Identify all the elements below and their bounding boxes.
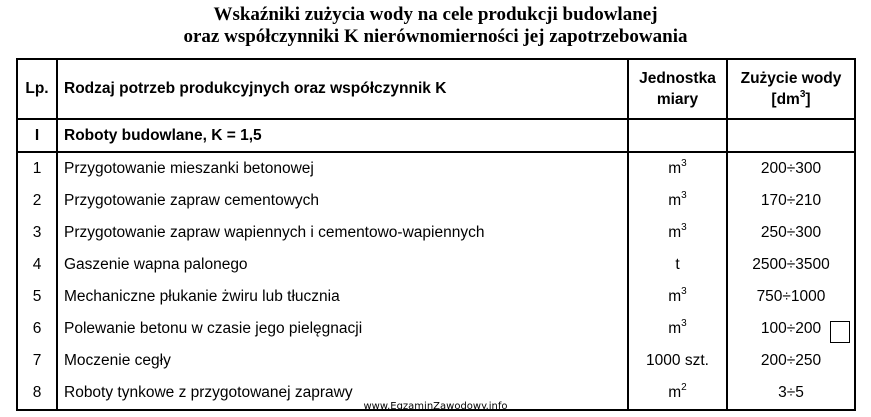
row-value: 200÷300: [727, 152, 855, 185]
section-row: [17, 119, 855, 152]
section-empty-unit: [628, 119, 727, 152]
water-usage-table: [16, 58, 856, 411]
row-unit: [628, 345, 727, 377]
row-unit-exponent: 3: [681, 222, 687, 233]
row-unit-base: m: [668, 320, 682, 337]
row-value: 750÷1000: [727, 281, 855, 313]
row-value: 170÷210: [727, 185, 855, 217]
row-name: Przygotowanie zapraw cementowych: [57, 185, 628, 217]
row-lp: 5: [17, 281, 57, 313]
row-unit: [628, 281, 727, 313]
table-row: [17, 217, 855, 249]
header-jednostka-line1: Jednostka: [639, 70, 716, 87]
title-line-2: oraz współczynniki K nierównomierności jej zapotrzebowania: [183, 26, 688, 47]
header-zuzycie-close: ]: [805, 91, 811, 108]
row-unit: [628, 185, 727, 217]
row-unit-base: m: [668, 288, 682, 305]
section-empty-value: [727, 119, 855, 152]
row-name: Moczenie cegły: [57, 345, 628, 377]
watermark: www.EgzaminZawodowy.info: [363, 401, 508, 412]
row-value: 200÷250: [727, 345, 855, 377]
row-unit: [628, 313, 727, 345]
section-label: Roboty budowlane, K = 1,5: [57, 119, 628, 152]
row-unit-base: m: [668, 160, 682, 177]
row-unit-base: m: [668, 384, 682, 401]
table-row: [17, 281, 855, 313]
row-lp: 2: [17, 185, 57, 217]
header-rodzaj: Rodzaj potrzeb produkcyjnych oraz współczynnik K: [57, 59, 628, 119]
row-unit-exponent: 3: [681, 286, 687, 297]
header-zuzycie-line1: Zużycie wody: [740, 70, 842, 87]
row-unit-base: m: [668, 224, 682, 241]
row-name: Polewanie betonu w czasie jego pielęgnacji: [57, 313, 628, 345]
row-lp: 1: [17, 152, 57, 185]
row-name: Przygotowanie zapraw wapiennych i cementowo-wapiennych: [57, 217, 628, 249]
row-value: 2500÷3500: [727, 249, 855, 281]
table-header-row: [17, 59, 855, 119]
header-zuzycie-exponent: 3: [799, 89, 806, 100]
row-name: Gaszenie wapna palonego: [57, 249, 628, 281]
table-row: [17, 152, 855, 185]
header-zuzycie-line2: [728, 89, 854, 110]
row-value: 3÷5: [727, 377, 855, 410]
table-row: [17, 185, 855, 217]
header-jednostka: [628, 59, 727, 119]
row-name: Roboty tynkowe z przygotowanej zaprawy: [57, 377, 628, 410]
row-name: Przygotowanie mieszanki betonowej: [57, 152, 628, 185]
row-lp: 4: [17, 249, 57, 281]
table-row: [17, 345, 855, 377]
row-lp: 7: [17, 345, 57, 377]
row-value: 250÷300: [727, 217, 855, 249]
row-unit: [628, 152, 727, 185]
header-zuzycie-unit: [dm: [771, 91, 800, 108]
document-title: [0, 4, 871, 48]
ezinfo-stamp-icon: [830, 321, 850, 343]
row-lp: 3: [17, 217, 57, 249]
header-jednostka-line2: miary: [656, 91, 699, 108]
row-unit-exponent: 2: [681, 382, 687, 393]
row-lp: 8: [17, 377, 57, 410]
row-unit-exponent: 3: [681, 158, 687, 169]
header-lp: Lp.: [17, 59, 57, 119]
row-value: 100÷200: [727, 313, 855, 345]
row-unit-base: m: [668, 192, 682, 209]
row-unit-base: 1000 szt.: [646, 352, 709, 369]
row-unit-exponent: 3: [681, 318, 687, 329]
table-row: [17, 249, 855, 281]
title-line-1: Wskaźniki zużycia wody na cele produkcji budowlanej: [213, 4, 658, 25]
header-zuzycie: [727, 59, 855, 119]
table-row: [17, 313, 855, 345]
row-unit: [628, 217, 727, 249]
row-name: Mechaniczne płukanie żwiru lub tłucznia: [57, 281, 628, 313]
section-lp: I: [17, 119, 57, 152]
row-unit-base: t: [675, 256, 680, 273]
row-lp: 6: [17, 313, 57, 345]
row-unit-exponent: 3: [681, 190, 687, 201]
row-unit: [628, 249, 727, 281]
